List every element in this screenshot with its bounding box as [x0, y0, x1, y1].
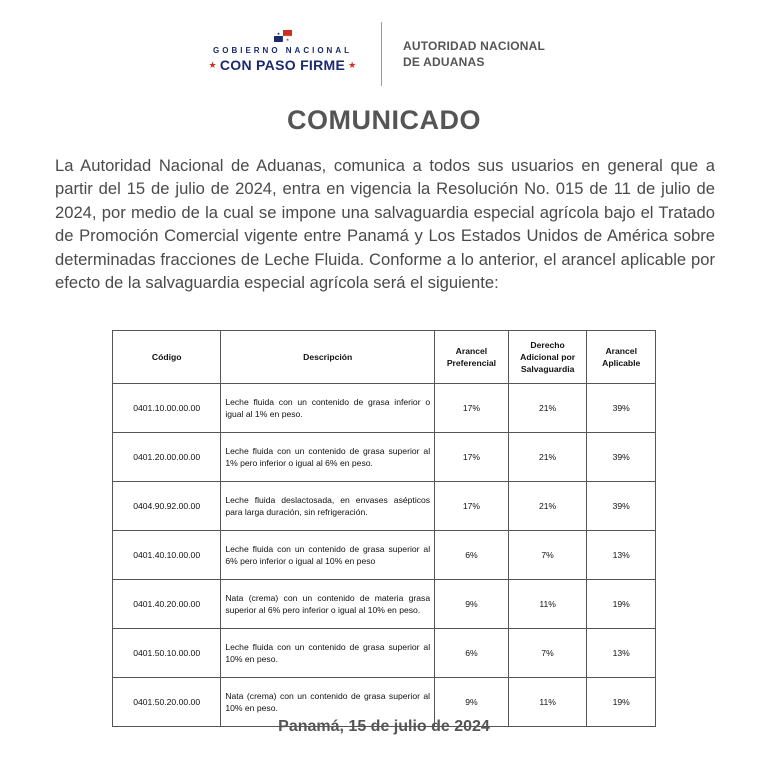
header — [0, 20, 768, 90]
table-row — [113, 629, 656, 678]
cell-adicional: 21% — [508, 482, 587, 531]
cell-aplicable: 39% — [587, 384, 656, 433]
gobierno-nacional-logo — [200, 30, 365, 73]
cell-descripcion: Leche fluida con un contenido de grasa superior al 10% en peso. — [221, 629, 435, 678]
cell-aplicable: 19% — [587, 580, 656, 629]
table-header-row — [113, 331, 656, 384]
cell-aplicable: 13% — [587, 531, 656, 580]
table-row — [113, 384, 656, 433]
cell-aplicable: 39% — [587, 433, 656, 482]
cell-adicional: 11% — [508, 678, 587, 727]
cell-preferencial: 6% — [435, 531, 509, 580]
gobierno-nacional-text: GOBIERNO NACIONAL — [213, 46, 352, 55]
cell-descripcion: Leche fluida con un contenido de grasa superior al 1% pero inferior o igual al 6% en peso. — [221, 433, 435, 482]
footer-date: Panamá, 15 de julio de 2024 — [278, 718, 490, 735]
cell-aplicable: 13% — [587, 629, 656, 678]
cell-preferencial: 6% — [435, 629, 509, 678]
announcement-body: La Autoridad Nacional de Aduanas, comunica a todos sus usuarios en general que a partir del 15 de julio de 2024, entra en vigencia la Resolución No. 015 de 11 de julio de 2024, por medio de la cual se impone una salvaguardia especial agrícola bajo el Tratado de Promoción Comercial vigente entre Panamá y Los Estados Unidos de América sobre determinadas fracciones de Leche Fluida. Conforme a lo anterior, el arancel aplicable por efecto de la salvaguardia especial agrícola será el siguiente: — [55, 156, 715, 293]
cell-codigo: 0401.40.20.00.00 — [113, 580, 221, 629]
star-icon: ★ — [348, 60, 357, 70]
cell-preferencial: 17% — [435, 433, 509, 482]
cell-adicional: 7% — [508, 531, 587, 580]
header-arancel-aplicable: Arancel Aplicable — [587, 331, 656, 384]
cell-codigo: 0401.50.20.00.00 — [113, 678, 221, 727]
slogan — [200, 57, 365, 73]
table-row — [113, 433, 656, 482]
cell-codigo: 0401.20.00.00.00 — [113, 433, 221, 482]
cell-descripcion: Nata (crema) con un contenido de materia grasa superior al 6% pero inferior o igual al 10% en peso. — [221, 580, 435, 629]
cell-descripcion: Nata (crema) con un contenido de grasa superior al 10% en peso. — [221, 678, 435, 727]
authority-line-1: AUTORIDAD NACIONAL — [403, 39, 546, 53]
cell-adicional: 7% — [508, 629, 587, 678]
cell-codigo: 0401.40.10.00.00 — [113, 531, 221, 580]
cell-adicional: 11% — [508, 580, 587, 629]
cell-adicional: 21% — [508, 433, 587, 482]
header-codigo: Código — [113, 331, 221, 384]
authority-name — [403, 38, 545, 70]
header-arancel-preferencial: Arancel Preferencial — [435, 331, 509, 384]
authority-line-2: DE ADUANAS — [403, 55, 485, 69]
cell-descripcion: Leche fluida con un contenido de grasa inferior o igual al 1% en peso. — [221, 384, 435, 433]
cell-preferencial: 17% — [435, 482, 509, 531]
header-derecho-adicional: Derecho Adicional por Salvaguardia — [508, 331, 587, 384]
table-row — [113, 580, 656, 629]
svg-text:★: ★ — [285, 36, 289, 42]
header-descripcion: Descripción — [221, 331, 435, 384]
cell-codigo: 0401.10.00.00.00 — [113, 384, 221, 433]
cell-descripcion: Leche fluida con un contenido de grasa superior al 6% pero inferior o igual al 10% en peso — [221, 531, 435, 580]
cell-codigo: 0401.50.10.00.00 — [113, 629, 221, 678]
star-icon: ★ — [208, 60, 217, 70]
cell-codigo: 0404.90.92.00.00 — [113, 482, 221, 531]
panama-flag-icon — [274, 30, 292, 42]
cell-descripcion: Leche fluida deslactosada, en envases asépticos para larga duración, sin refrigeración. — [221, 482, 435, 531]
cell-preferencial: 9% — [435, 580, 509, 629]
cell-aplicable: 19% — [587, 678, 656, 727]
slogan-text: CON PASO FIRME — [219, 57, 346, 73]
table-row — [113, 531, 656, 580]
cell-aplicable: 39% — [587, 482, 656, 531]
tariff-table — [112, 330, 656, 727]
table-row — [113, 482, 656, 531]
cell-adicional: 21% — [508, 384, 587, 433]
cell-preferencial: 9% — [435, 678, 509, 727]
cell-preferencial: 17% — [435, 384, 509, 433]
svg-text:★: ★ — [276, 30, 280, 36]
page-title: COMUNICADO — [287, 105, 481, 135]
header-divider — [381, 22, 382, 86]
